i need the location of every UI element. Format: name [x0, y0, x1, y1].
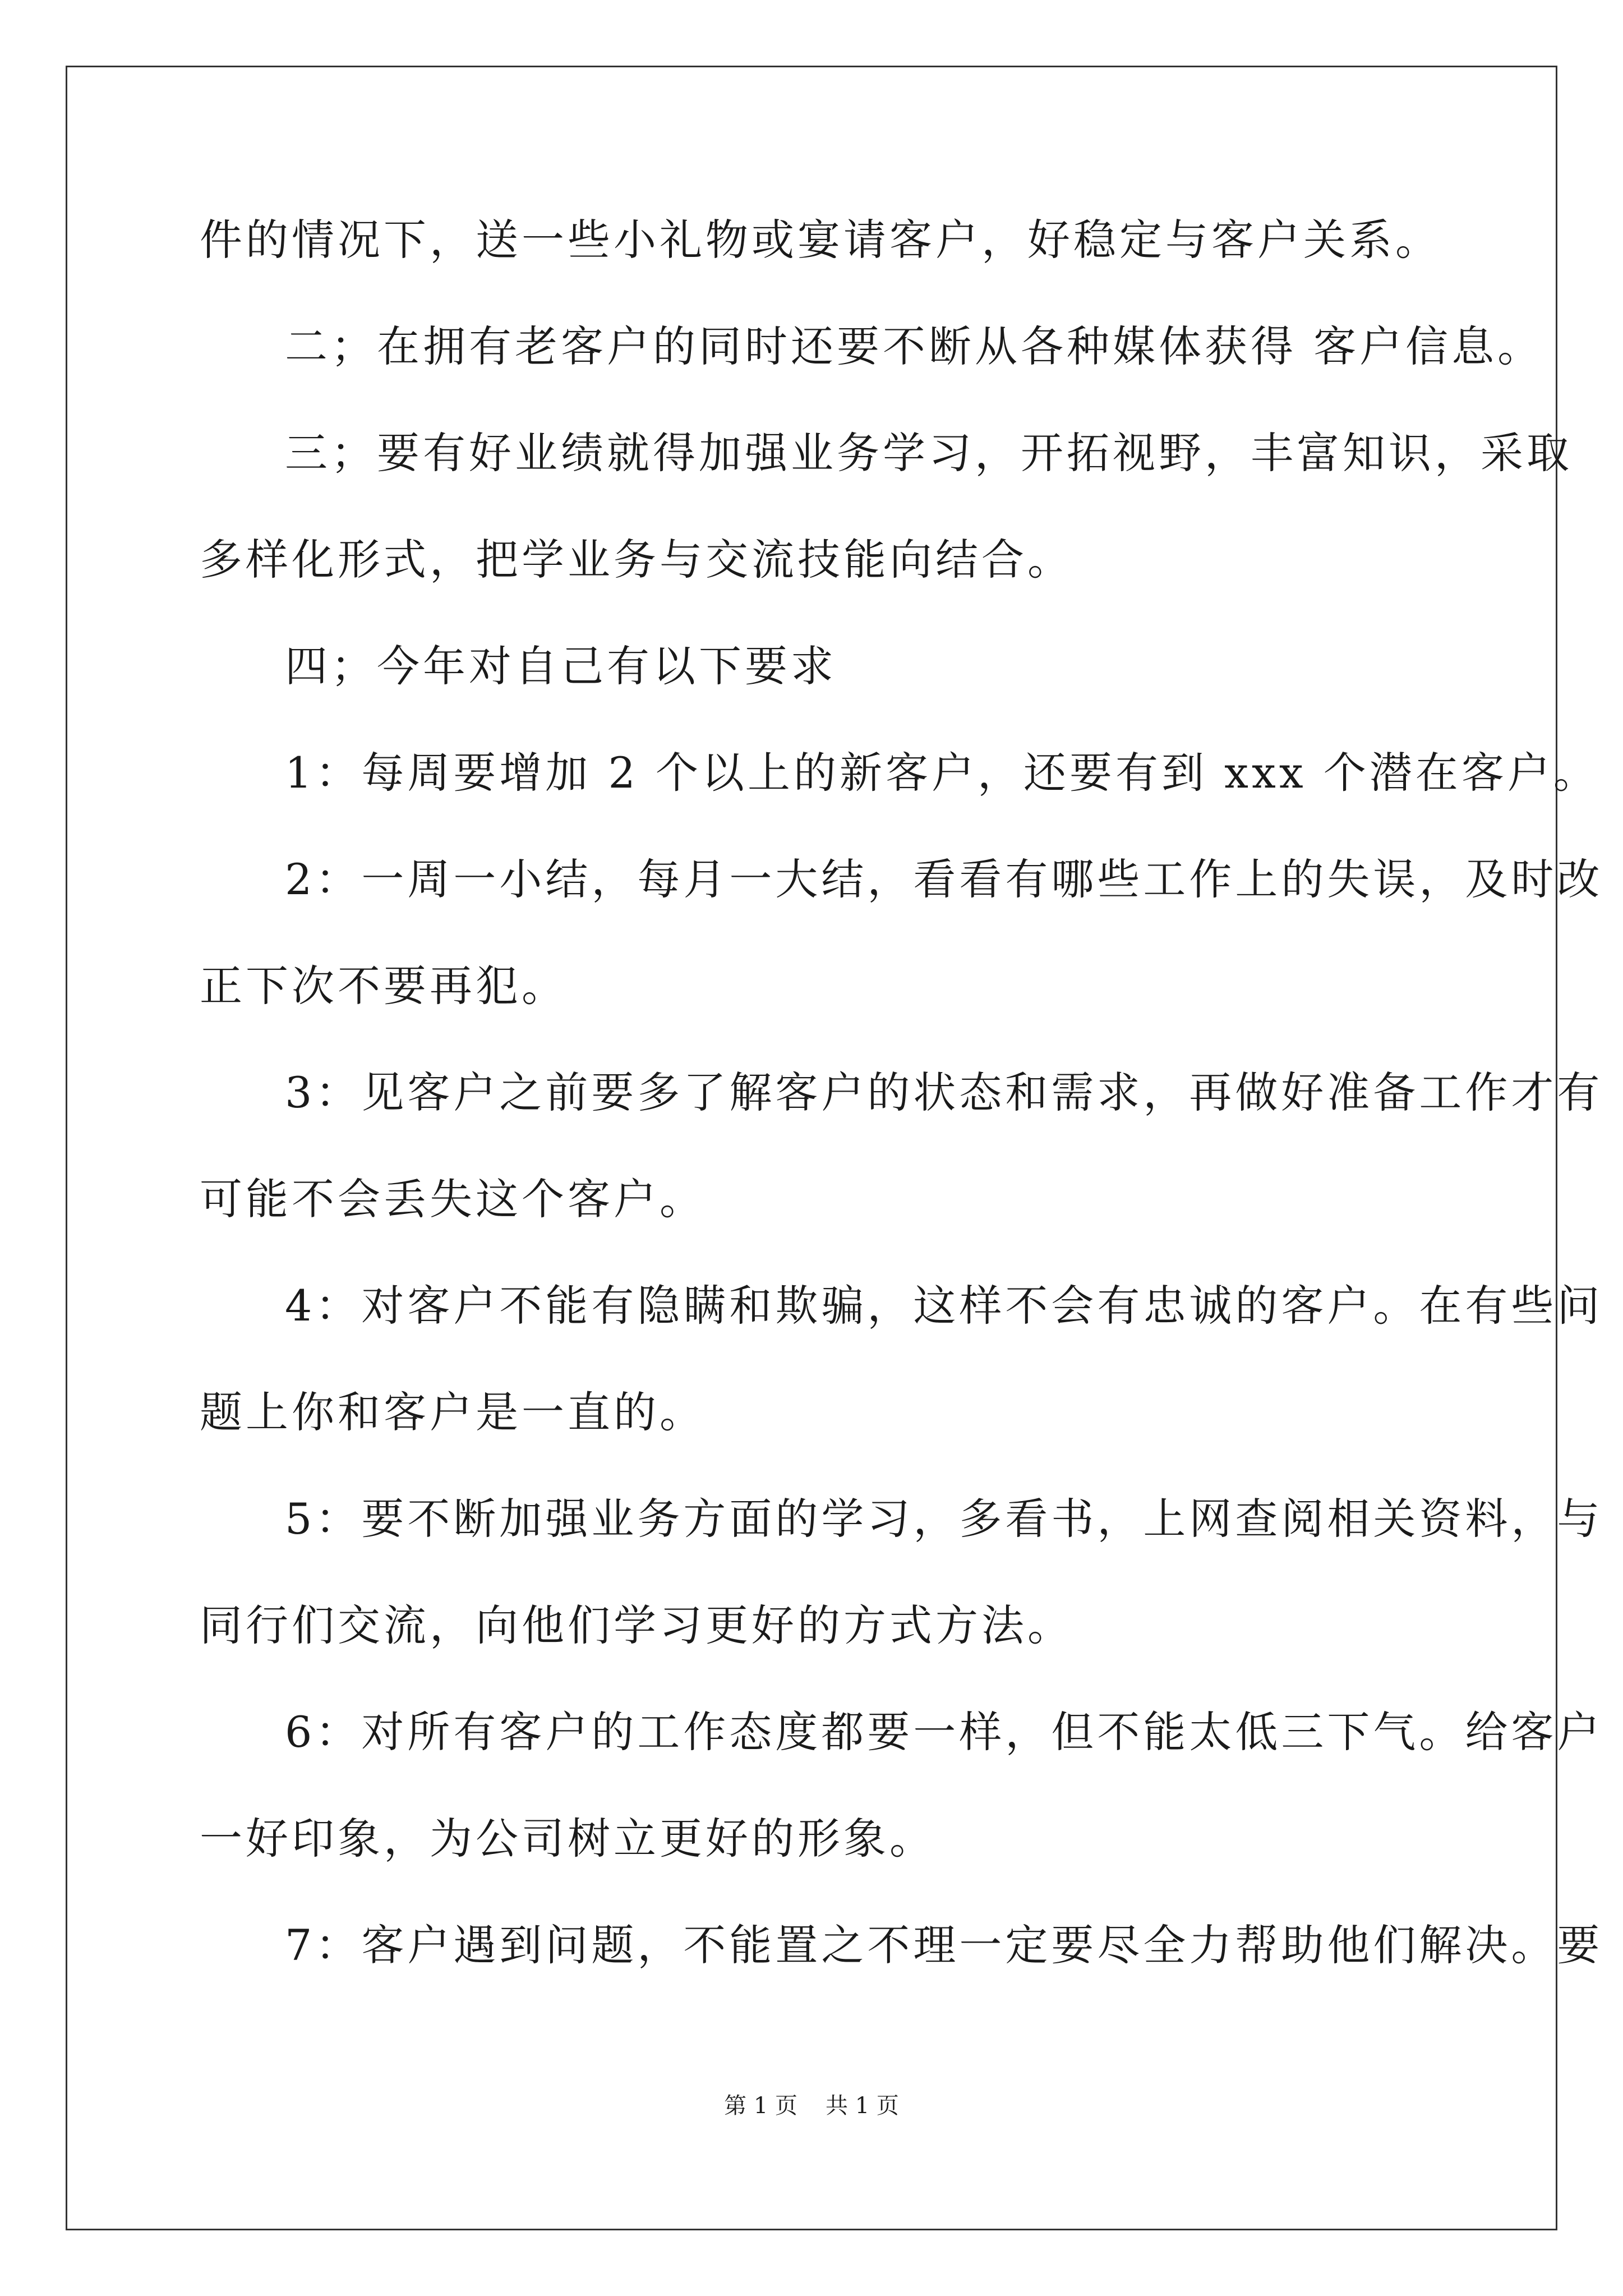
page-footer [0, 2091, 1623, 2120]
text-line: 4：对客户不能有隐瞒和欺骗，这样不会有忠诚的客户。在有些问 [285, 1281, 1603, 1331]
text-line: 三；要有好业绩就得加强业务学习，开拓视野，丰富知识，采取 [285, 428, 1573, 478]
text-line: 3：见客户之前要多了解客户的状态和需求，再做好准备工作才有 [285, 1068, 1603, 1117]
text-line: 件的情况下，送一些小礼物或宴请客户，好稳定与客户关系。 [200, 215, 1441, 265]
text-line: 2：一周一小结，每月一大结，看看有哪些工作上的失误，及时改 [285, 854, 1603, 904]
text-line: 5：要不断加强业务方面的学习，多看书，上网查阅相关资料，与 [285, 1494, 1603, 1544]
text-line: 1：每周要增加 2 个以上的新客户，还要有到 xxx 个潜在客户。 [285, 748, 1599, 798]
text-line: 四；今年对自己有以下要求 [285, 641, 837, 691]
page-total: 共 1 页 [826, 2093, 899, 2119]
text-line: 同行们交流，向他们学习更好的方式方法。 [200, 1600, 1073, 1650]
text-line: 6：对所有客户的工作态度都要一样，但不能太低三下气。给客户 [285, 1707, 1603, 1757]
text-line: 正下次不要再犯。 [200, 961, 568, 1011]
text-line: 题上你和客户是一直的。 [200, 1387, 706, 1437]
text-line: 多样化形式，把学业务与交流技能向结合。 [200, 535, 1073, 585]
text-line: 一好印象，为公司树立更好的形象。 [200, 1814, 935, 1864]
page-number: 第 1 页 [724, 2093, 797, 2119]
text-line: 二；在拥有老客户的同时还要不断从各种媒体获得 客户信息。 [285, 321, 1544, 371]
text-line: 可能不会丢失这个客户。 [200, 1174, 706, 1224]
page-border [66, 66, 1557, 2230]
text-line: 7：客户遇到问题，不能置之不理一定要尽全力帮助他们解决。要 [285, 1920, 1603, 1970]
